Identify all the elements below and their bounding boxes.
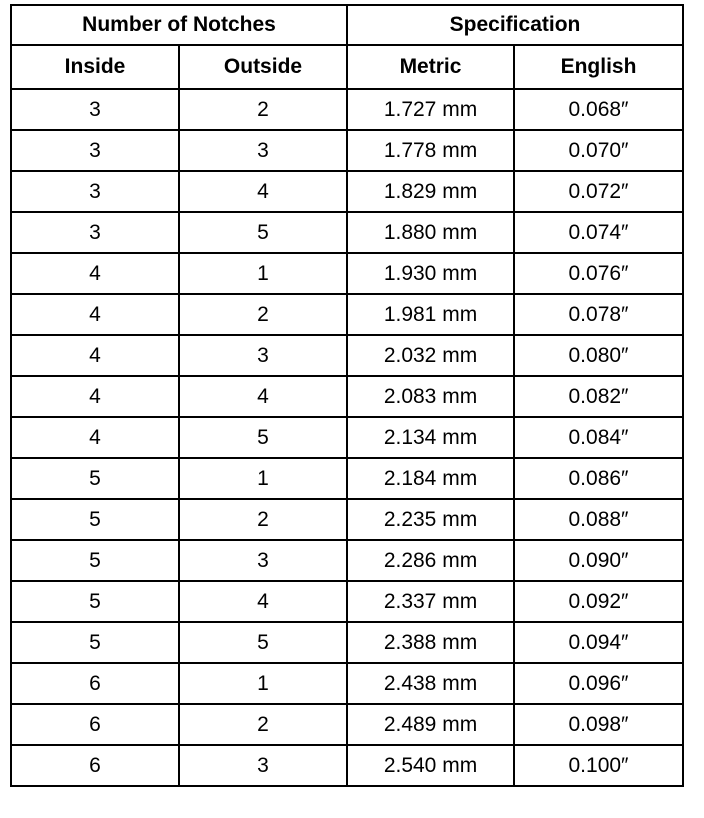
cell-inside: 4 bbox=[11, 376, 179, 417]
cell-inside: 6 bbox=[11, 745, 179, 786]
cell-inside: 3 bbox=[11, 130, 179, 171]
cell-english: 0.088″ bbox=[514, 499, 683, 540]
table-row bbox=[11, 745, 683, 786]
header-number-of-notches: Number of Notches bbox=[11, 5, 347, 45]
cell-inside: 3 bbox=[11, 171, 179, 212]
table-row bbox=[11, 130, 683, 171]
cell-metric: 2.540 mm bbox=[347, 745, 514, 786]
cell-inside: 4 bbox=[11, 294, 179, 335]
table-row bbox=[11, 417, 683, 458]
cell-english: 0.068″ bbox=[514, 89, 683, 130]
table-row bbox=[11, 89, 683, 130]
table-row bbox=[11, 704, 683, 745]
cell-outside: 4 bbox=[179, 376, 347, 417]
cell-english: 0.100″ bbox=[514, 745, 683, 786]
table-row bbox=[11, 663, 683, 704]
cell-outside: 2 bbox=[179, 294, 347, 335]
table-row bbox=[11, 335, 683, 376]
table-row bbox=[11, 376, 683, 417]
cell-outside: 2 bbox=[179, 89, 347, 130]
cell-metric: 2.438 mm bbox=[347, 663, 514, 704]
cell-english: 0.084″ bbox=[514, 417, 683, 458]
cell-english: 0.096″ bbox=[514, 663, 683, 704]
header-metric: Metric bbox=[347, 45, 514, 89]
cell-metric: 2.134 mm bbox=[347, 417, 514, 458]
notch-specification-table bbox=[10, 4, 684, 787]
cell-inside: 5 bbox=[11, 458, 179, 499]
cell-inside: 6 bbox=[11, 704, 179, 745]
cell-outside: 1 bbox=[179, 663, 347, 704]
cell-outside: 1 bbox=[179, 458, 347, 499]
table-row bbox=[11, 171, 683, 212]
cell-english: 0.076″ bbox=[514, 253, 683, 294]
cell-outside: 5 bbox=[179, 417, 347, 458]
cell-english: 0.092″ bbox=[514, 581, 683, 622]
cell-english: 0.074″ bbox=[514, 212, 683, 253]
cell-inside: 4 bbox=[11, 417, 179, 458]
cell-metric: 2.489 mm bbox=[347, 704, 514, 745]
cell-metric: 1.727 mm bbox=[347, 89, 514, 130]
column-header-row bbox=[11, 45, 683, 89]
cell-inside: 4 bbox=[11, 335, 179, 376]
table-row bbox=[11, 212, 683, 253]
cell-metric: 2.235 mm bbox=[347, 499, 514, 540]
table-row bbox=[11, 540, 683, 581]
cell-outside: 4 bbox=[179, 171, 347, 212]
group-header-row bbox=[11, 5, 683, 45]
cell-metric: 2.032 mm bbox=[347, 335, 514, 376]
cell-english: 0.078″ bbox=[514, 294, 683, 335]
cell-outside: 5 bbox=[179, 212, 347, 253]
cell-metric: 2.286 mm bbox=[347, 540, 514, 581]
cell-metric: 2.337 mm bbox=[347, 581, 514, 622]
table-row bbox=[11, 294, 683, 335]
cell-metric: 1.829 mm bbox=[347, 171, 514, 212]
cell-inside: 3 bbox=[11, 89, 179, 130]
table-row bbox=[11, 253, 683, 294]
table-body bbox=[11, 89, 683, 786]
header-specification: Specification bbox=[347, 5, 683, 45]
cell-inside: 5 bbox=[11, 622, 179, 663]
cell-metric: 2.184 mm bbox=[347, 458, 514, 499]
cell-inside: 5 bbox=[11, 499, 179, 540]
cell-metric: 2.083 mm bbox=[347, 376, 514, 417]
cell-metric: 1.880 mm bbox=[347, 212, 514, 253]
cell-metric: 2.388 mm bbox=[347, 622, 514, 663]
cell-english: 0.098″ bbox=[514, 704, 683, 745]
cell-english: 0.070″ bbox=[514, 130, 683, 171]
cell-english: 0.080″ bbox=[514, 335, 683, 376]
cell-metric: 1.778 mm bbox=[347, 130, 514, 171]
table-row bbox=[11, 622, 683, 663]
cell-english: 0.072″ bbox=[514, 171, 683, 212]
cell-english: 0.090″ bbox=[514, 540, 683, 581]
cell-outside: 2 bbox=[179, 499, 347, 540]
table-row bbox=[11, 499, 683, 540]
header-english: English bbox=[514, 45, 683, 89]
cell-outside: 3 bbox=[179, 540, 347, 581]
cell-outside: 1 bbox=[179, 253, 347, 294]
cell-inside: 5 bbox=[11, 581, 179, 622]
cell-english: 0.082″ bbox=[514, 376, 683, 417]
cell-outside: 2 bbox=[179, 704, 347, 745]
cell-inside: 5 bbox=[11, 540, 179, 581]
header-outside: Outside bbox=[179, 45, 347, 89]
cell-inside: 4 bbox=[11, 253, 179, 294]
table-row bbox=[11, 581, 683, 622]
cell-metric: 1.981 mm bbox=[347, 294, 514, 335]
cell-english: 0.086″ bbox=[514, 458, 683, 499]
cell-inside: 3 bbox=[11, 212, 179, 253]
header-inside: Inside bbox=[11, 45, 179, 89]
table-row bbox=[11, 458, 683, 499]
cell-outside: 3 bbox=[179, 130, 347, 171]
cell-outside: 4 bbox=[179, 581, 347, 622]
cell-outside: 5 bbox=[179, 622, 347, 663]
cell-english: 0.094″ bbox=[514, 622, 683, 663]
cell-outside: 3 bbox=[179, 335, 347, 376]
cell-metric: 1.930 mm bbox=[347, 253, 514, 294]
cell-inside: 6 bbox=[11, 663, 179, 704]
cell-outside: 3 bbox=[179, 745, 347, 786]
